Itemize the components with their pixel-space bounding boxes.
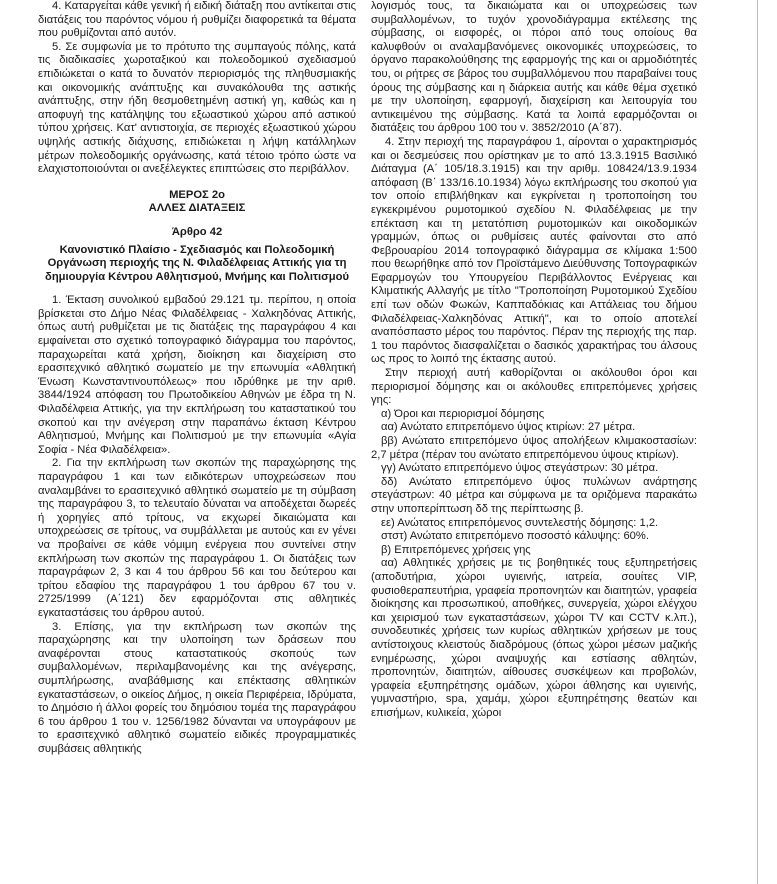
list-item-building-terms: α) Όροι και περιορισμοί δόμησης: [381, 407, 545, 420]
right-column: [371, 0, 697, 720]
list-item-land-uses: β) Επιτρεπόμενες χρήσεις γης: [381, 543, 531, 556]
list-item-max-pylon-height: δδ) Ανώτατο επιτρεπόμενο ύψος πυλώνων ανάρτησης στεγάστρων: 40 μέτρα και σύμφωνα με τα οριζόμενα παρακάτω στην υποπερίπτωση δδ της περίπτωσης β.: [371, 475, 697, 515]
part-title: ΜΕΡΟΣ 2ο: [169, 188, 225, 201]
part-subtitle: ΑΛΛΕΣ ΔΙΑΤΑΞΕΙΣ: [148, 202, 246, 215]
page-edge-line: [757, 0, 758, 884]
left-column: [38, 0, 356, 756]
article-number: Άρθρο 42: [171, 225, 223, 238]
list-item-max-canopy-height: γγ) Ανώτατο επιτρεπόμενο ύψος στεγάστρων: 30 μέτρα.: [381, 462, 659, 475]
list-item-max-building-height: αα) Ανώτατο επιτρεπόμενο ύψος κτιρίων: 27 μέτρα.: [381, 421, 636, 434]
page-edge: [747, 0, 777, 884]
list-item-coverage: στστ) Ανώτατο επιτρεπόμενο ποσοστό κάλυψης: 60%.: [381, 530, 649, 543]
article-paragraph-3: 3. Επίσης, για την εκπλήρωση των σκοπών της παραχώρησης και την υλοποίηση των δράσεων που αναφέρονται στους καταστατικούς σκοπούς των συμβαλλομένων, περιλαμβανομένης και της ανέγερσης, συμπλήρωσης, αναβάθμισης και επέκτασης αθλητικών εγκαταστάσεων, ο οικείος Δήμος, η οικεία Περιφέρεια, Ιδρύματα, το Δημόσιο ή άλλοι φορείς του δημόσιου τομέα της παραγράφου 6 του άρθρου 1 του ν. 1256/1982 δύνανται να υπογράφουν με το ερασιτεχνικό αθλητικό σωματείο ειδικές προγραμματικές συμβάσεις αθλητικής: [38, 620, 356, 755]
list-item-building-coefficient: εε) Ανώτατος επιτρεπόμενος συντελεστής δόμησης: 1,2.: [381, 516, 659, 529]
article-paragraph-4: 4. Στην περιοχή της παραγράφου 1, αίρονται ο χαρακτηρισμός και οι δεσμεύσεις που ορίστηκαν με το από 13.3.1915 Βασιλικό Διάταγμα (Α΄ 105/18.3.1915) και την αριθμ. 108424/13.9.1934 απόφαση (Β΄ 133/16.10.1934) λόγω εκπλήρωσης του σκοπού για τον οποίο επιβλήθηκαν και εγκρίνεται η τροποποίηση του εγκεκριμένου ρυμοτομικού σχεδίου Ν. Φιλαδέλφειας με την επέκταση και τη μετατόπιση ρυμοτομικών και οικοδομικών γραμμών, όπως οι ρυθμίσεις αυτές φαίνονται στο από Φεβρουαρίου 2014 τοπογραφικό διάγραμμα σε κλίμακα 1:500 που θεωρήθηκε από τον Προϊστάμενο Διεύθυνσης Τοπογραφικών Εφαρμογών του Υπουργείου Περιβάλλοντος Ενέργειας και Κλιματικής Αλλαγής με τίτλο "Τροποποίηση Ρυμοτομικού Σχεδίου επί των οδών Φωκών, Καππαδόκιας και Αττάλειας του δήμου Φιλαδέλφειας-Χαλκηδόνας Αττική", και το οποίο αποτελεί αναπόσπαστο μέρος του παρόντος. Πέραν της περιοχής της παρ. 1 του παρόντος διασφαλίζεται ο δασικός χαρακτήρας του άλσους ως προς το λοιπό της έκτασης αυτού.: [371, 135, 697, 366]
article-paragraph-1: 1. Έκταση συνολικού εμβαδού 29.121 τμ. περίπου, η οποία βρίσκεται στο Δήμο Νέας Φιλαδέλφειας - Χαλκηδόνας Αττικής, όπως αυτή ρυθμίζεται με τις διατάξεις της παραγράφου 4 και εμφαίνεται στο σχετικό τοπογραφικό διάγραμμα του παρόντος, παραχωρείται κατά χρήση, διοίκηση και διαχείριση στο ερασιτεχνικό αθλητικό σωματείο με την επωνυμία «Αθλητική Ένωση Κωνσταντινουπόλεως» που ιδρύθηκε με την αριθ. 3844/1924 απόφαση του Πρωτοδικείου Αθηνών με έδρα τη Ν. Φιλαδέλφεια Αττικής, για την εκπλήρωση του καταστατικού του σκοπού και την ανέγερση στην παραπάνω έκταση Κέντρου Αθλητισμού, Μνήμης και Πολιτισμού με την επωνυμία «Αγία Σοφία - Νέα Φιλαδέλφεια».: [38, 294, 356, 456]
list-item-sport-uses: αα) Αθλητικές χρήσεις με τις βοηθητικές τους εξυπηρετήσεις (αποδυτήρια, χώροι υγιεινής, ιατρεία, σουίτες VIP, φυσιοθεραπευτήρια, γραφεία προπονητών και διαιτητών, γραφεία διοίκησης και προσωπικού, αποθήκες, συνεργεία, χώροι ελέγχου και χειρισμού των εγκαταστάσεων, χώροι TV και CCTV κ.λπ.), συνοδευτικές χρήσεις των κυρίως αθλητικών χρήσεων με τους αντίστοιχους κλειστούς διαδρόμους (όπως χώροι μέσων μαζικής ενημέρωσης, χώροι αναψυχής και εστίασης αθλητών, προπονητών, διαιτητών, αίθουσες συσκέψεων και προβολών, γραφεία εξυπηρέτησης ομάδων, χώροι άθλησης και υγιεινής, γυμναστήριο, spa, χαμάμ, χώροι εξυπηρέτησης θεατών και επισήμων, κυλικεία, χώροι: [371, 557, 697, 719]
paragraph-terms-intro: Στην περιοχή αυτή καθορίζονται οι ακόλουθοι όροι και περιορισμοί δόμησης και οι ακόλουθες επιτρεπόμενες χρήσεις γης:: [371, 367, 697, 407]
article-paragraph-2: 2. Για την εκπλήρωση των σκοπών της παραχώρησης της παραγράφου 1 και των ειδικότερων υποχρεώσεων που αναλαμβάνει το ερασιτεχνικό αθλητικό σωματείο με τη σύμβαση της παραγράφου 3, το τελευταίο δύναται να αποδέχεται δωρεές ή χορηγίες από τρίτους, να εκχωρεί δικαιώματα και υποχρεώσεις σε τρίτους, να συμβάλλεται με αυτούς και εν γένει να προβαίνει σε κάθε νόμιμη ενέργεια που συντείνει στην εκπλήρωση των σκοπών της παραγράφου 1. Οι διατάξεις των παραγράφων 2, 3 και 4 του άρθρου 56 και του δεύτερου και τρίτου εδαφίου της παραγράφου 1 του άρθρου 67 του ν. 2725/1999 (Α΄121) δεν εφαρμόζονται στις αθλητικές εγκαταστάσεις του άρθρου αυτού.: [38, 457, 356, 619]
paragraph-compact-city: 5. Σε συμφωνία με το πρότυπο της συμπαγούς πόλης, κατά τις διαδικασίες χωροταξικού και πολεοδομικού σχεδιασμού επιδιώκεται ο κατά το δυνατόν περιορισμός της πληθυσμιακής και οικονομικής ανάπτυξης και συνακόλουθα της αστικής ανάπτυξης, στην ήδη θεσμοθετημένη αστική γη, καθώς και η αποφυγή της κατάληψης του εξωαστικού χώρου από αστικού τύπου χρήσεις. Κατ' αντιστοιχία, σε περιοχές εξωαστικού χώρου υψηλής αστικής διάχυσης, επιδιώκεται η λήψη κατάλληλων μέτρων πολεοδομικής οργάνωσης, κατά τέτοιο τρόπο ώστε να ελαχιστοποιούνται οι ανεξέλεγκτες επιπτώσεις στο περιβάλλον.: [38, 40, 356, 176]
list-item-max-stair-height: ββ) Ανώτατο επιτρεπόμενο ύψος απολήξεων κλιμακοστασίων: 2,7 μέτρα (πέραν του ανώτατο επιτρεπόμενου ύψους κτιρίων).: [371, 435, 697, 461]
article-title: Κανονιστικό Πλαίσιο - Σχεδιασμός και Πολεοδομική Οργάνωση περιοχής της Ν. Φιλαδέλφειας Αττικής για τη δημιουργία Κέντρου Αθλητισμού, Μνήμης και Πολιτισμού: [45, 243, 349, 283]
paragraph-continuation: λογισμός τους, τα δικαιώματα και οι υποχρεώσεις των συμβαλλομένων, το τυχόν χρονοδιάγραμμα εκτέλεσης της σύμβασης, οι εισφορές, οι πόροι από τους οποίους θα καλυφθούν οι αναλαμβανόμενες οικονομικές υποχρεώσεις, το όργανο παρακολούθησης της εφαρμογής της και οι αρμοδιότητές του, οι ρήτρες σε βάρος του συμβαλλόμενου που παραβαίνει τους όρους της σύμβασης και η διάρκεια αυτής και κάθε θέμα σχετικό με την υλοποίηση, εφαρμογή, διαχείριση και λειτουργία του αντικειμένου της σύμβασης. Κατά τα λοιπά εφαρμόζονται οι διατάξεις του άρθρου 100 του ν. 3852/2010 (Α΄87).: [371, 0, 697, 135]
paragraph-repeal: 4. Καταργείται κάθε γενική ή ειδική διάταξη που αντίκειται στις διατάξεις του παρόντος νόμου ή ρυθμίζει διαφορετικά τα θέματα που ρυθμίζονται από αυτόν.: [38, 0, 356, 40]
